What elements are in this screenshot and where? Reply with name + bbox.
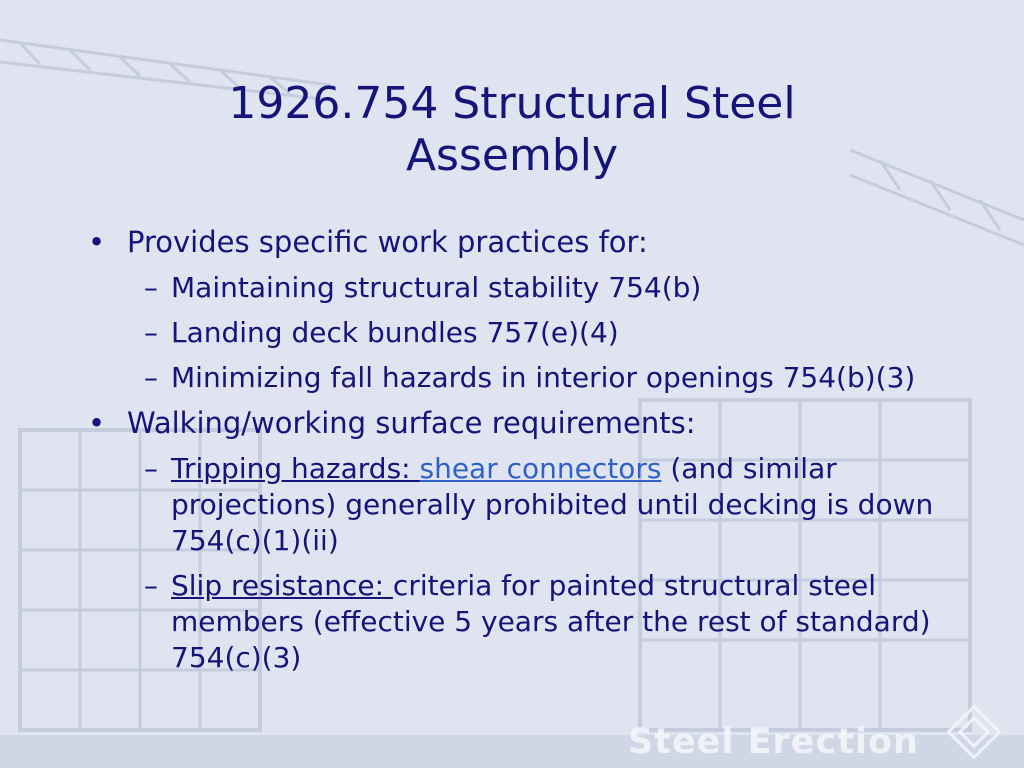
dash-symbol: – bbox=[144, 569, 158, 602]
dash-symbol: – bbox=[144, 316, 158, 349]
sub-bullet-item bbox=[88, 315, 948, 351]
sub-bullet-item bbox=[88, 451, 948, 559]
bullet-item bbox=[88, 224, 948, 260]
dash-symbol: – bbox=[144, 271, 158, 304]
sub-bullet-item bbox=[88, 360, 948, 396]
title-line-2: Assembly bbox=[405, 130, 619, 181]
bullet-text: Provides specific work practices for: bbox=[127, 225, 648, 259]
title-line-1: 1926.754 Structural Steel bbox=[228, 78, 796, 129]
slide-title bbox=[100, 78, 924, 182]
bullet-symbol: • bbox=[88, 225, 106, 259]
slip-resistance-label: Slip resistance: bbox=[171, 569, 393, 602]
sub-bullet-text: criteria for painted structural steel members (effective 5 years after the rest of standard) 754(c)(3) bbox=[171, 569, 931, 674]
bullet-list bbox=[88, 224, 948, 685]
sub-bullet-item bbox=[88, 270, 948, 306]
sub-bullet-text: (and similar projections) generally prohibited until decking is down 754(c)(1)(ii) bbox=[171, 452, 934, 557]
dash-symbol: – bbox=[144, 452, 158, 485]
dash-symbol: – bbox=[144, 361, 158, 394]
tripping-hazards-label: Tripping hazards: bbox=[171, 452, 420, 485]
sub-bullet-text: Maintaining structural stability 754(b) bbox=[171, 271, 702, 304]
sub-bullet-item bbox=[88, 568, 948, 676]
sub-bullet-text: Landing deck bundles 757(e)(4) bbox=[171, 316, 619, 349]
diamond-logo-icon bbox=[942, 700, 1006, 764]
footer-brand: Steel Erection bbox=[628, 722, 919, 762]
bullet-item bbox=[88, 405, 948, 441]
bullet-symbol: • bbox=[88, 406, 106, 440]
shear-connectors-link[interactable]: shear connectors bbox=[419, 452, 662, 485]
bullet-text: Walking/working surface requirements: bbox=[127, 406, 696, 440]
sub-bullet-text: Minimizing fall hazards in interior openings 754(b)(3) bbox=[171, 361, 916, 394]
